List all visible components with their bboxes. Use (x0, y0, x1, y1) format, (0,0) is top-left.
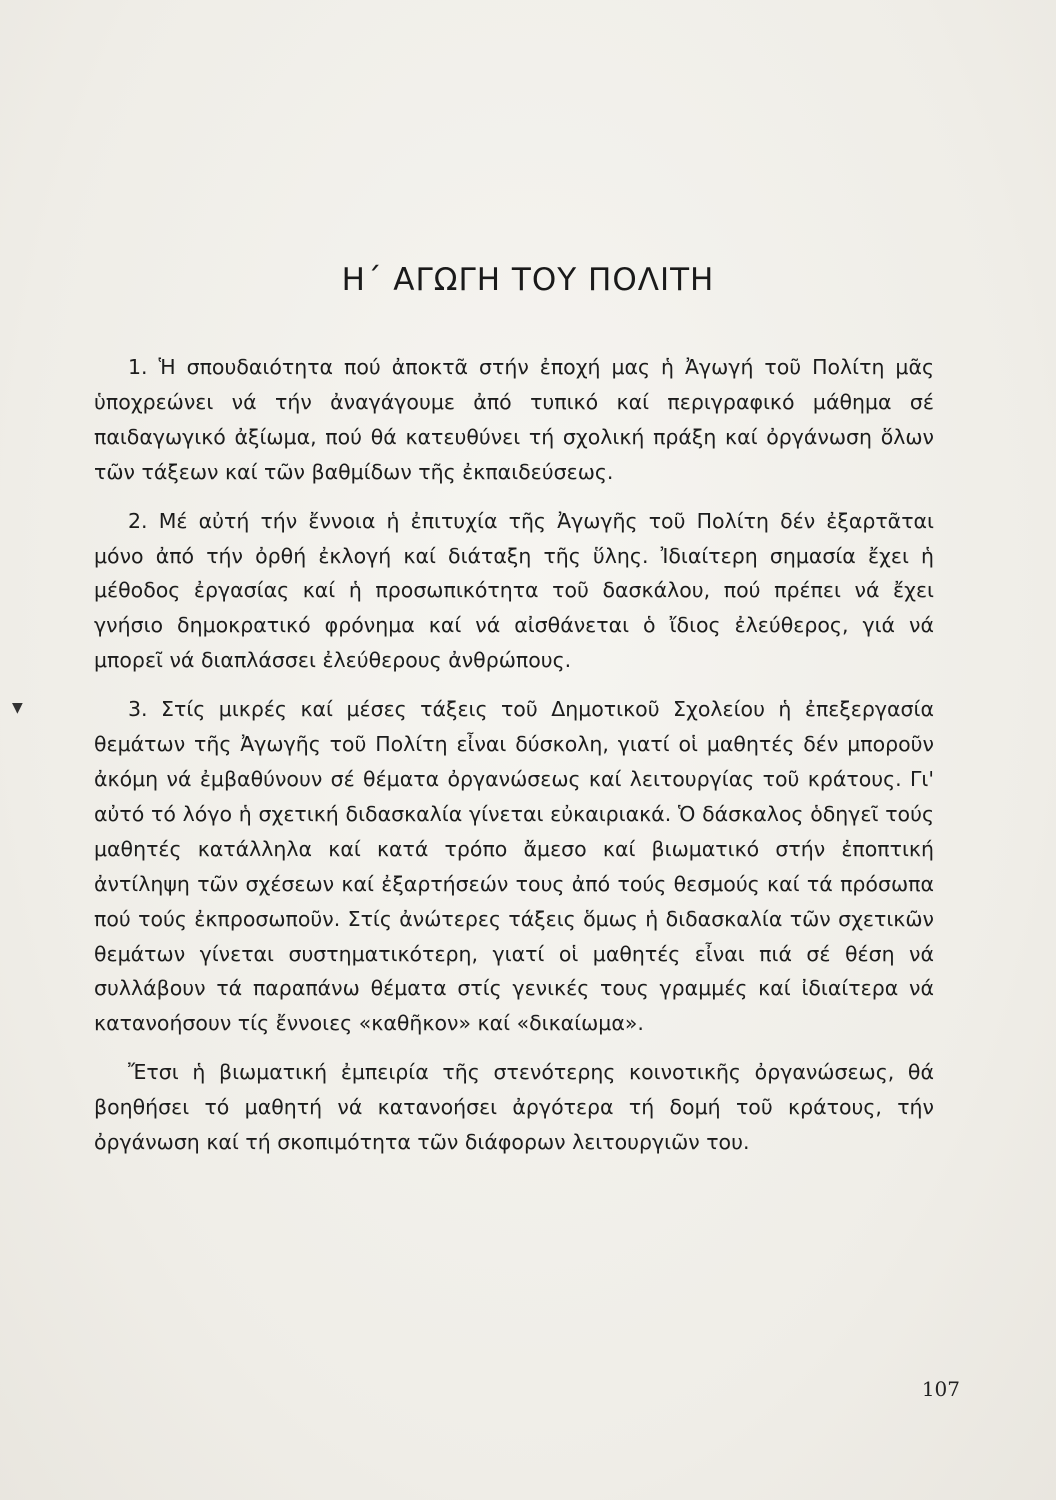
paragraph-3: 3. Στίς μικρές καί μέσες τάξεις τοῦ Δημοτικοῦ Σχολείου ἡ ἐπεξεργασία θεμάτων τῆς Ἀγωγῆς τοῦ Πολίτη εἶναι δύσκολη, γιατί οἱ μαθητές δέν μποροῦν ἀκόμη νά ἐμβαθύνουν σέ θέματα ὀργανώσεως καί λειτουργίας τοῦ κράτους. Γι' αὐτό τό λόγο ἡ σχετική διδασκαλία γίνεται εὐκαιριακά. Ὁ δάσκαλος ὁδηγεῖ τούς μαθητές κατάλληλα καί κατά τρόπο ἄμεσο καί βιωματικό στήν ἐποπτική ἀντίληψη τῶν σχέσεων καί ἐξαρτήσεών τους ἀπό τούς θεσμούς καί τά πρόσωπα πού τούς ἐκπροσωποῦν. Στίς ἀνώτερες τάξεις ὅμως ἡ διδασκαλία τῶν σχετικῶν θεμάτων γίνεται συστηματικότερη, γιατί οἱ μαθητές εἶναι πιά σέ θέση νά συλλάβουν τά παραπάνω θέματα στίς γενικές τους γραμμές καί ἰδιαίτερα νά κατανοήσουν τίς ἔννοιες «καθῆκον» καί «δικαίωμα». (94, 697, 934, 1036)
paragraph-4: Ἔτσι ἡ βιωματική ἐμπειρία τῆς στενότερης κοινοτικῆς ὀργανώσεως, θά βοηθήσει τό μαθητή νά κατανοήσει ἀργότερα τή δομή τοῦ κράτους, τήν ὀργάνωση καί τή σκοπιμότητα τῶν διάφορων λειτουργιῶν του. (94, 1060, 934, 1155)
margin-mark: ▼ (12, 700, 23, 716)
paragraph-2: 2. Μέ αὐτή τήν ἔννοια ἡ ἐπιτυχία τῆς Ἀγωγῆς τοῦ Πολίτη δέν ἐξαρτᾶται μόνο ἀπό τήν ὀρθή ἐκλογή καί διάταξη τῆς ὕλης. Ἰδιαίτερη σημασία ἔχει ἡ μέθοδος ἐργασίας καί ἡ προσωπικότητα τοῦ δασκάλου, πού πρέπει νά ἔχει γνήσιο δημοκρατικό φρόνημα καί νά αἰσθάνεται ὁ ἴδιος ἐλεύθερος, γιά νά μπορεῖ νά διαπλάσσει ἐλεύθερους ἀνθρώπους. (94, 508, 934, 673)
chapter-title: Η΄ ΑΓΩΓΗ ΤΟΥ ΠΟΛΙΤΗ (341, 262, 715, 298)
page-number: 107 (921, 1377, 960, 1401)
paragraph-1: 1. Ἡ σπουδαιότητα πού ἀποκτᾶ στήν ἐποχή μας ἡ Ἀγωγή τοῦ Πολίτη μᾶς ὑποχρεώνει νά τήν ἀναγάγουμε ἀπό τυπικό καί περιγραφικό μάθημα σέ παιδαγωγικό ἀξίωμα, πού θά κατευθύνει τή σχολική πράξη καί ὀργάνωση ὅλων τῶν τάξεων καί τῶν βαθμίδων τῆς ἐκπαιδεύσεως. (94, 355, 934, 484)
body-text (94, 350, 934, 1174)
